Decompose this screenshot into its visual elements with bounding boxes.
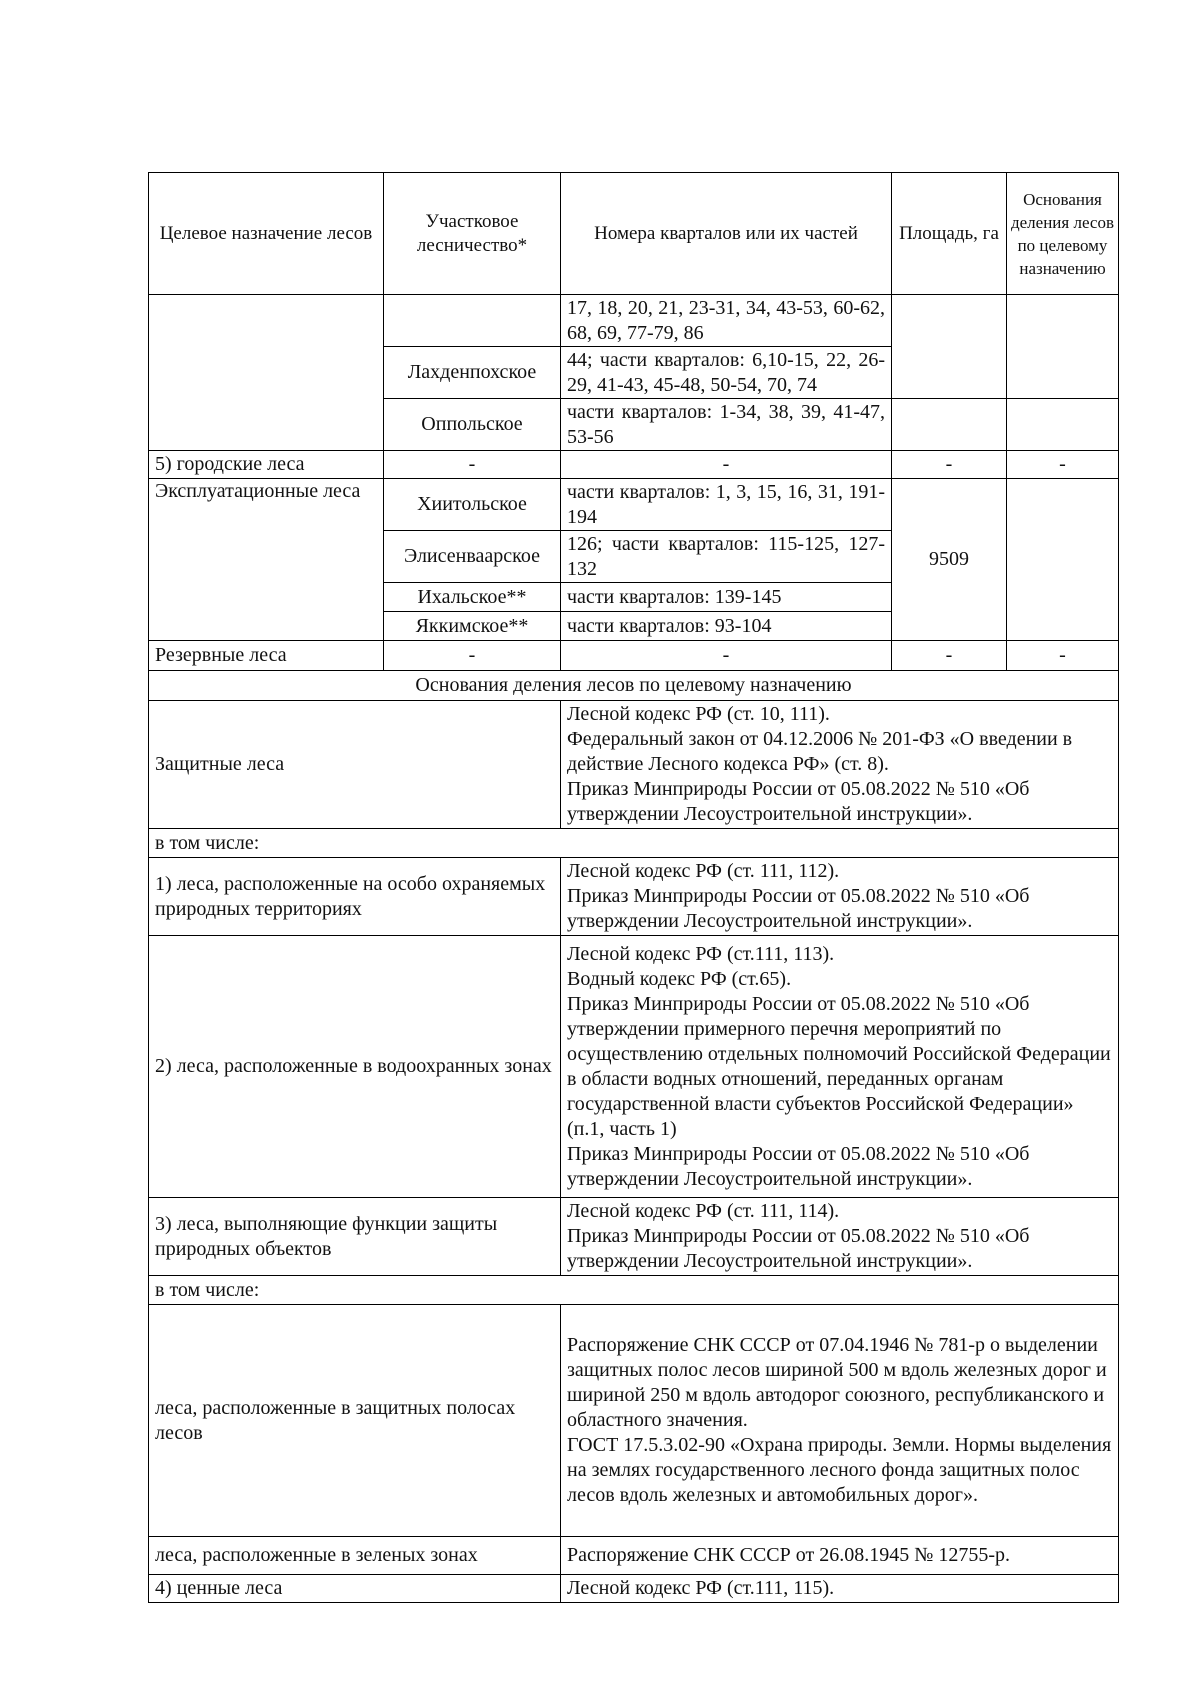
header-quarters: Номера кварталов или их частей xyxy=(561,173,892,295)
header-basis: Основания деления лесов по целевому назначению xyxy=(1007,173,1119,295)
basis-cell: - xyxy=(1007,641,1119,671)
forestry-cell: Оппольское xyxy=(384,399,561,451)
quarters-cell: части кварталов: 93-104 xyxy=(561,612,892,641)
basis-row xyxy=(149,701,1119,829)
basis-label: 4) ценные леса xyxy=(149,1575,561,1603)
basis-text: Лесной кодекс РФ (ст. 111, 112). Приказ Минприроды России от 05.08.2022 № 510 «Об утверждении Лесоустроительной инструкции». xyxy=(561,858,1119,936)
basis-text: Лесной кодекс РФ (ст. 10, 111). Федеральный закон от 04.12.2006 № 201-ФЗ «О введении в действие Лесного кодекса РФ» (ст. 8). Приказ Минприроды России от 05.08.2022 № 510 «Об утверждении Лесоустроительной инструкции». xyxy=(561,701,1119,829)
area-cell: - xyxy=(892,641,1007,671)
table-header-row xyxy=(149,173,1119,295)
basis-label: Защитные леса xyxy=(149,701,561,829)
basis-row xyxy=(149,1276,1119,1305)
basis-row xyxy=(149,936,1119,1198)
quarters-cell: - xyxy=(561,451,892,479)
basis-cell: - xyxy=(1007,451,1119,479)
basis-label: леса, расположенные в зеленых зонах xyxy=(149,1537,561,1575)
header-area: Площадь, га xyxy=(892,173,1007,295)
basis-row xyxy=(149,1537,1119,1575)
area-cell: 9509 xyxy=(892,479,1007,641)
forestry-cell: - xyxy=(384,451,561,479)
basis-label: 2) леса, расположенные в водоохранных зонах xyxy=(149,936,561,1198)
header-purpose: Целевое назначение лесов xyxy=(149,173,384,295)
basis-text: Распоряжение СНК СССР от 07.04.1946 № 781-р о выделении защитных полос лесов шириной 500 м вдоль железных дорог и шириной 250 м вдоль автодорог союзного, республиканского и областного значения. ГОСТ 17.5.3.02-90 «Охрана природы. Земли. Нормы выделения на землях государственного лесного фонда защитных полос лесов вдоль железных и автомобильных дорог». xyxy=(561,1305,1119,1537)
forestry-cell: Элисенваарское xyxy=(384,531,561,583)
table-row xyxy=(149,451,1119,479)
forestry-cell: Яккимское** xyxy=(384,612,561,641)
basis-row xyxy=(149,1198,1119,1276)
basis-subheading: в том числе: xyxy=(149,1276,1119,1305)
basis-text: Распоряжение СНК СССР от 26.08.1945 № 12755-р. xyxy=(561,1537,1119,1575)
quarters-cell: части кварталов: 1, 3, 15, 16, 31, 191-194 xyxy=(561,479,892,531)
quarters-cell: части кварталов: 1-34, 38, 39, 41-47, 53-56 xyxy=(561,399,892,451)
area-cell-empty xyxy=(892,399,1007,451)
table-row xyxy=(149,295,1119,347)
basis-row xyxy=(149,1305,1119,1537)
basis-label: 3) леса, выполняющие функции защиты природных объектов xyxy=(149,1198,561,1276)
purpose-cell: Резервные леса xyxy=(149,641,384,671)
forest-purpose-table xyxy=(148,172,1119,1603)
basis-subheading: в том числе: xyxy=(149,829,1119,858)
basis-title-row xyxy=(149,671,1119,701)
basis-text: Лесной кодекс РФ (ст. 111, 114). Приказ Минприроды России от 05.08.2022 № 510 «Об утверждении Лесоустроительной инструкции». xyxy=(561,1198,1119,1276)
forestry-cell: Лахденпохское xyxy=(384,347,561,399)
basis-cell-empty xyxy=(1007,295,1119,399)
table-row xyxy=(149,641,1119,671)
table-row xyxy=(149,479,1119,531)
forestry-cell-empty xyxy=(384,295,561,347)
basis-label: леса, расположенные в защитных полосах лесов xyxy=(149,1305,561,1537)
basis-text: Лесной кодекс РФ (ст.111, 115). xyxy=(561,1575,1119,1603)
quarters-cell: 126; части кварталов: 115-125, 127-132 xyxy=(561,531,892,583)
basis-row xyxy=(149,829,1119,858)
purpose-cell: 5) городские леса xyxy=(149,451,384,479)
forestry-cell: - xyxy=(384,641,561,671)
quarters-cell: 44; части кварталов: 6,10-15, 22, 26-29, 41-43, 45-48, 50-54, 70, 74 xyxy=(561,347,892,399)
area-cell-empty xyxy=(892,295,1007,399)
basis-text: Лесной кодекс РФ (ст.111, 113). Водный кодекс РФ (ст.65). Приказ Минприроды России от 05.08.2022 № 510 «Об утверждении примерного перечня мероприятий по осуществлению отдельных полномочий Российской Федерации в области водных отношений, переданных органам государственной власти субъектов Российской Федерации» (п.1, часть 1) Приказ Минприроды России от 05.08.2022 № 510 «Об утверждении Лесоустроительной инструкции». xyxy=(561,936,1119,1198)
purpose-cell: Эксплуатационные леса xyxy=(149,479,384,641)
basis-row xyxy=(149,1575,1119,1603)
quarters-cell: части кварталов: 139-145 xyxy=(561,583,892,612)
basis-cell-empty xyxy=(1007,479,1119,641)
basis-row xyxy=(149,858,1119,936)
quarters-cell: - xyxy=(561,641,892,671)
area-cell: - xyxy=(892,451,1007,479)
quarters-cell: 17, 18, 20, 21, 23-31, 34, 43-53, 60-62, 68, 69, 77-79, 86 xyxy=(561,295,892,347)
basis-label: 1) леса, расположенные на особо охраняемых природных территориях xyxy=(149,858,561,936)
basis-cell-empty xyxy=(1007,399,1119,451)
header-forestry: Участковое лесничество* xyxy=(384,173,561,295)
forestry-cell: Хиитольское xyxy=(384,479,561,531)
purpose-cell-empty xyxy=(149,295,384,451)
basis-title: Основания деления лесов по целевому назначению xyxy=(149,671,1119,701)
forestry-cell: Ихальское** xyxy=(384,583,561,612)
